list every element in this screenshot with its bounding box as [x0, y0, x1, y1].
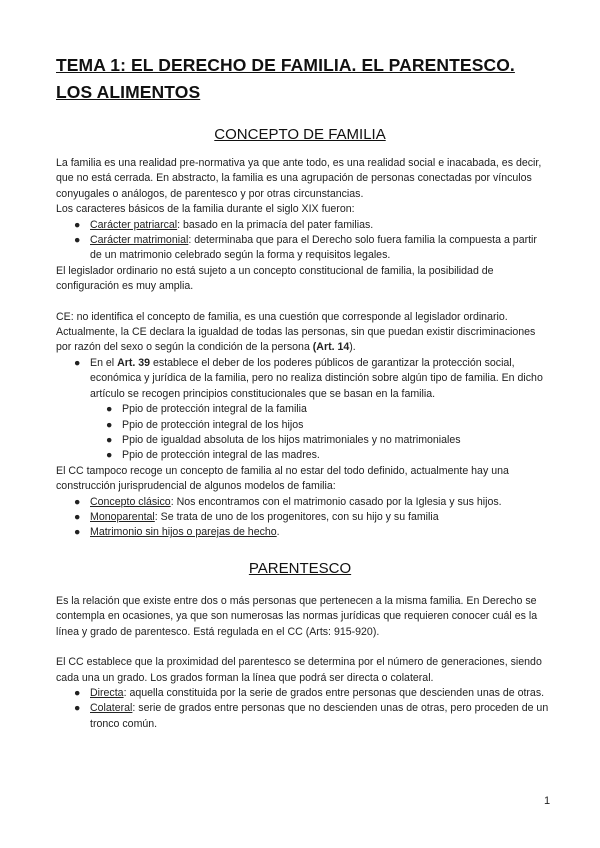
list-text: . [276, 526, 280, 539]
list-term: Directa [90, 687, 124, 700]
list-text: : Se trata de uno de los progenitores, con su hijo y su familia [154, 510, 439, 523]
list-text: : basado en la primacía del pater familias. [177, 218, 374, 231]
bullet-list [56, 686, 550, 732]
list-term: Carácter matrimonial [90, 234, 189, 247]
article-ref: (Art. 14 [312, 341, 350, 354]
bullet-icon: ● [106, 449, 113, 462]
page-number: 1 [544, 795, 551, 807]
list-text: Ppio de protección integral de la familia [122, 403, 307, 416]
sub-list-item [56, 448, 550, 463]
bullet-icon: ● [74, 702, 81, 715]
document-title: TEMA 1: EL DERECHO DE FAMILIA. EL PARENTESCO. LOS ALIMENTOS [56, 55, 515, 102]
bullet-list [56, 495, 550, 541]
bullet-icon: ● [74, 495, 81, 508]
list-item [56, 218, 550, 233]
list-text: Ppio de protección integral de las madres. [122, 449, 320, 462]
bullet-icon: ● [106, 403, 113, 416]
paragraph: El legislador ordinario no está sujeto a un concepto constitucional de familia, la posibilidad de configuración es muy amplia. [56, 264, 494, 293]
paragraph: El CC tampoco recoge un concepto de familia al no estar del todo definido, actualmente hay una construcción jurisprudencial de algunos modelos de familia: [56, 464, 509, 493]
list-text: : Nos encontramos con el matrimonio casado por la Iglesia y sus hijos. [170, 495, 502, 508]
list-term: Colateral [90, 702, 133, 715]
paragraph-text: ). [349, 341, 356, 354]
bullet-icon: ● [74, 526, 81, 539]
sub-list-item [56, 433, 550, 448]
section-heading-parentesco: PARENTESCO [248, 560, 352, 577]
list-text: establece el deber de los poderes públicos de garantizar la protección social, económica y jurídica de la familia, pero no realiza distinción sobre algún tipo de familia. En dicho artículo se recogen principios constitucionales que se basan en la familia. [90, 356, 543, 400]
paragraph: Es la relación que existe entre dos o más personas que pertenecen a la misma familia. En Derecho se contempla en ocasiones, ya que son numerosas las normas jurídicas que requieren conocer cuál es la línea y grado de parentesco. Está regulada en el CC (Arts: 915-920). [56, 595, 538, 638]
list-item [56, 686, 550, 701]
list-term: Concepto clásico [90, 495, 171, 508]
section-concepto-body [56, 156, 550, 541]
bullet-list [56, 218, 550, 264]
list-text: : aquella constituida por la serie de grados entre personas que descienden unas de otras. [123, 687, 545, 700]
list-item [56, 495, 550, 510]
list-item [56, 233, 550, 264]
bullet-list [56, 356, 550, 464]
bullet-icon: ● [74, 687, 81, 700]
paragraph: Los caracteres básicos de la familia durante el siglo XIX fueron: [56, 203, 355, 216]
bullet-icon: ● [74, 218, 81, 231]
sub-list-item [56, 418, 550, 433]
bullet-icon: ● [74, 510, 81, 523]
paragraph: La familia es una realidad pre-normativa ya que ante todo, es una realidad social e inacabada, es decir, que no está cerrada. En abstracto, la familia es una agrupación de personas conectadas por vínculos conyugales o análogos, de parentesco y por otras circunstancias. [56, 157, 542, 200]
paragraph [56, 310, 550, 356]
bullet-icon: ● [106, 433, 113, 446]
bullet-icon: ● [74, 234, 81, 247]
list-text: En el [90, 356, 118, 369]
list-term: Matrimonio sin hijos o parejas de hecho [90, 526, 277, 539]
section-parentesco-body [56, 594, 550, 732]
list-term: Carácter patriarcal [90, 218, 178, 231]
bullet-icon: ● [106, 418, 113, 431]
list-item [56, 356, 550, 402]
section-heading-concepto: CONCEPTO DE FAMILIA [214, 126, 386, 143]
list-term: Monoparental [90, 510, 155, 523]
article-ref: Art. 39 [117, 356, 151, 369]
list-item [56, 701, 550, 732]
list-text: Ppio de protección integral de los hijos [122, 418, 304, 431]
list-text: Ppio de igualdad absoluta de los hijos matrimoniales y no matrimoniales [122, 433, 461, 446]
list-text: : determinaba que para el Derecho solo fuera familia la compuesta a partir de un matrimonio celebrado según la forma y requisitos legales. [90, 234, 537, 262]
sub-list-item [56, 402, 550, 417]
list-text: : serie de grados entre personas que no descienden unas de otras, pero proceden de un tronco común. [90, 702, 549, 730]
paragraph: El CC establece que la proximidad del parentesco se determina por el número de generaciones, siendo cada una un grado. Los grados forman la línea que podrá ser directa o colateral. [56, 656, 542, 684]
bullet-icon: ● [74, 356, 81, 369]
list-item [56, 510, 550, 525]
paragraph-text: CE: no identifica el concepto de familia, es una cuestión que corresponde al legislador ordinario. Actualmente, la CE declara la igualdad de todas las personas, sin que puedan existir discriminaciones por razón del sexo o según la condición de la persona [56, 310, 536, 354]
list-item [56, 525, 550, 540]
